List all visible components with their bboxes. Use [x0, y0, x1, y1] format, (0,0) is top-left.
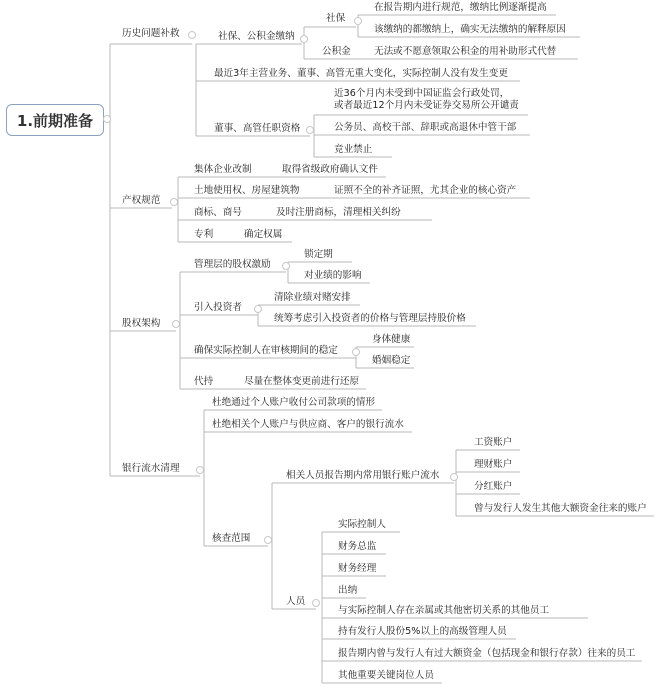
node-scope[interactable]: 核查范围	[212, 533, 251, 544]
node-controller-2[interactable]: 婚姻稳定	[372, 355, 411, 366]
node-prop-4-desc[interactable]: 确定权属	[244, 229, 283, 240]
node-prop-2[interactable]: 土地使用权、房屋建筑物	[194, 185, 300, 196]
node-prop-3[interactable]: 商标、商号	[194, 207, 242, 218]
node-person-4[interactable]: 出纳	[338, 585, 358, 596]
collapse-knob[interactable]	[306, 126, 314, 134]
collapse-knob[interactable]	[354, 17, 362, 25]
node-account-1[interactable]: 工资账户	[474, 437, 513, 448]
node-social[interactable]: 社保、公积金缴纳	[218, 31, 295, 42]
node-history[interactable]: 历史问题补救	[122, 28, 180, 39]
node-exec-3[interactable]: 竞业禁止	[334, 144, 373, 155]
node-investor-1[interactable]: 清除业绩对赌安排	[274, 292, 351, 303]
collapse-knob[interactable]	[254, 305, 262, 313]
node-exec-2[interactable]: 公务员、高校干部、辞职或高退休中管干部	[334, 122, 517, 133]
node-person-5[interactable]: 与实际控制人存在亲属或其他密切关系的其他员工	[338, 605, 550, 616]
node-account-3[interactable]: 分红账户	[474, 481, 513, 492]
node-investor[interactable]: 引入投资者	[194, 302, 242, 313]
node-person-6[interactable]: 持有发行人股份5%以上的高级管理人员	[338, 626, 507, 637]
node-shebao-1[interactable]: 在报告期内进行规范，缴纳比例逐渐提高	[374, 2, 547, 13]
node-incentive-2[interactable]: 对业绩的影响	[304, 270, 362, 281]
node-prop-1-desc[interactable]: 取得省级政府确认文件	[282, 164, 378, 175]
node-exec[interactable]: 董事、高管任职资格	[214, 123, 301, 134]
node-account-2[interactable]: 理财账户	[474, 459, 513, 470]
node-controller-1[interactable]: 身体健康	[372, 334, 411, 345]
node-account-4[interactable]: 曾与发行人发生其他大额资金往来的账户	[474, 503, 647, 514]
collapse-knob[interactable]	[312, 599, 320, 607]
node-persons[interactable]: 人员	[286, 596, 306, 607]
node-gongjijin[interactable]: 公积金	[322, 46, 351, 57]
collapse-knob[interactable]	[450, 473, 458, 481]
collapse-knob[interactable]	[188, 31, 196, 39]
node-person-8[interactable]: 其他重要关键岗位人员	[338, 670, 434, 681]
node-prop-3-desc[interactable]: 及时注册商标，清理相关纠纷	[276, 207, 401, 218]
collapse-knob[interactable]	[172, 320, 180, 328]
node-person-2[interactable]: 财务总监	[338, 541, 377, 552]
collapse-knob[interactable]	[300, 35, 308, 43]
collapse-knob[interactable]	[264, 536, 272, 544]
node-proxy-desc[interactable]: 尽量在整体变更前进行还原	[244, 376, 360, 387]
node-accounts[interactable]: 相关人员报告期内常用银行账户流水	[286, 470, 440, 481]
node-incentive[interactable]: 管理层的股权激励	[194, 259, 271, 270]
node-person-1[interactable]: 实际控制人	[338, 519, 386, 530]
node-bank-1[interactable]: 杜绝通过个人账户收付公司款项的情形	[212, 397, 376, 408]
collapse-knob[interactable]	[196, 466, 204, 474]
node-shebao-2[interactable]: 该缴纳的都缴纳上，确实无法缴纳的解释原因	[374, 24, 566, 35]
node-bank[interactable]: 银行流水清理	[122, 463, 180, 474]
node-proxy[interactable]: 代持	[194, 376, 214, 387]
node-recent3[interactable]: 最近3年主营业务、董事、高管无重大变化，实际控制人没有发生变更	[214, 68, 508, 79]
node-investor-2[interactable]: 统筹考虑引入投资者的价格与管理层持股价格	[274, 313, 466, 324]
node-property[interactable]: 产权规范	[122, 195, 161, 206]
node-prop-2-desc[interactable]: 证照不全的补齐证照，尤其企业的核心资产	[334, 185, 517, 196]
collapse-knob[interactable]	[352, 348, 360, 356]
node-gongjijin-1[interactable]: 无法或不愿意领取公积金的用补助形式代替	[374, 46, 557, 57]
collapse-knob[interactable]	[170, 198, 178, 206]
collapse-knob[interactable]	[282, 262, 290, 270]
node-person-7[interactable]: 报告期内曾与发行人有过大额资金（包括现金和银行存款）往来的员工	[338, 648, 636, 659]
collapse-knob[interactable]	[103, 115, 111, 123]
node-exec-1[interactable]: 近36个月内未受到中国证监会行政处罚， 或者最近12个月内未受证券交易所公开谴责	[334, 88, 519, 111]
node-bank-2[interactable]: 杜绝相关个人账户与供应商、客户的银行流水	[212, 419, 404, 430]
node-person-3[interactable]: 财务经理	[338, 563, 377, 574]
node-prop-1[interactable]: 集体企业改制	[194, 164, 252, 175]
node-incentive-1[interactable]: 锁定期	[304, 249, 333, 260]
node-equity[interactable]: 股权架构	[122, 318, 161, 329]
root-topic[interactable]: 1.前期准备	[6, 104, 104, 136]
node-prop-4[interactable]: 专利	[194, 229, 214, 240]
node-controller[interactable]: 确保实际控制人在审核期间的稳定	[194, 345, 338, 356]
node-shebao[interactable]: 社保	[326, 13, 346, 24]
